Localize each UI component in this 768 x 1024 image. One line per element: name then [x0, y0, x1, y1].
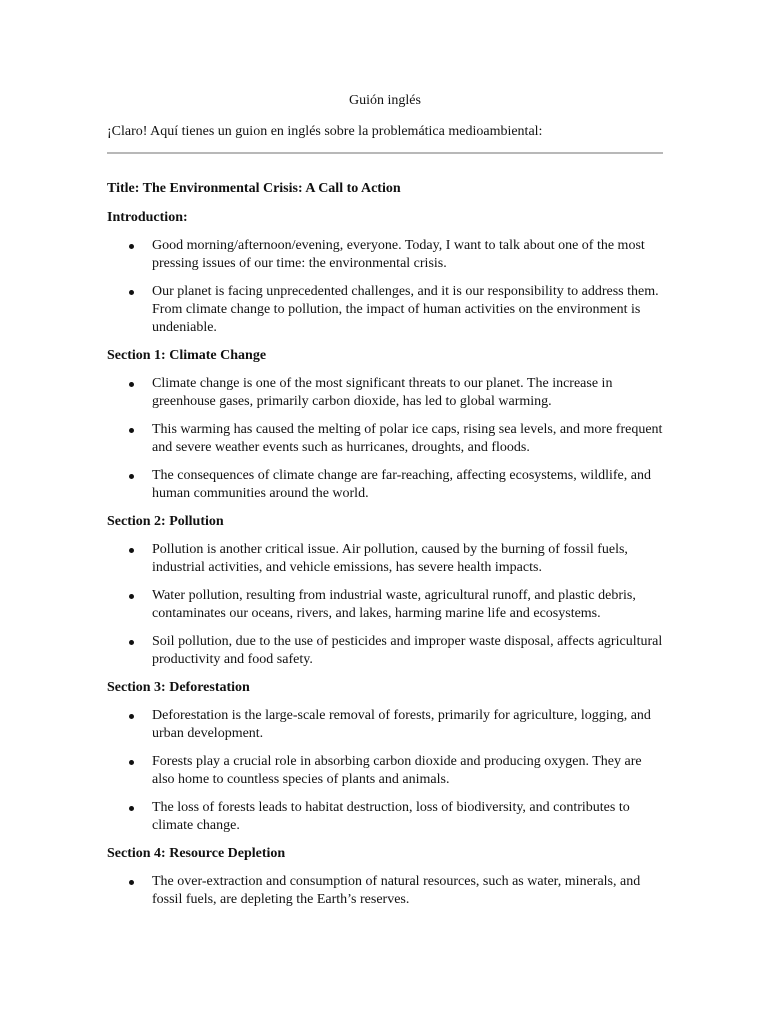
list-item-text: Deforestation is the large-scale removal of forests, primarily for agriculture, logging, and urban development.	[152, 708, 651, 741]
section-heading: Section 3: Deforestation	[107, 680, 250, 695]
bullet-list	[107, 873, 663, 909]
section-introduction	[107, 209, 663, 337]
list-item	[107, 873, 663, 909]
list-item-text: Forests play a crucial role in absorbing carbon dioxide and producing oxygen. They are also home to countless species of plants and animals.	[152, 754, 642, 787]
list-item	[107, 237, 663, 273]
list-item-text: This warming has caused the melting of polar ice caps, rising sea levels, and more frequent and severe weather events such as hurricanes, droughts, and floods.	[152, 422, 663, 455]
bullet-icon	[129, 880, 134, 885]
bullet-icon	[129, 640, 134, 645]
horizontal-rule	[107, 152, 663, 154]
section-heading: Section 1: Climate Change	[107, 348, 267, 363]
list-item	[107, 707, 663, 743]
bullet-list	[107, 541, 663, 669]
section-heading: Section 4: Resource Depletion	[107, 846, 286, 861]
bullet-list	[107, 375, 663, 503]
bullet-icon	[129, 760, 134, 765]
list-item	[107, 753, 663, 789]
bullet-icon	[129, 594, 134, 599]
bullet-list	[107, 237, 663, 337]
section-climate-change	[107, 347, 663, 503]
bullet-icon	[129, 290, 134, 295]
section-heading: Introduction:	[107, 210, 188, 225]
list-item	[107, 283, 663, 337]
bullet-icon	[129, 714, 134, 719]
bullet-icon	[129, 474, 134, 479]
list-item-text: The consequences of climate change are far-reaching, affecting ecosystems, wildlife, and human communities around the world.	[152, 468, 651, 501]
bullet-icon	[129, 244, 134, 249]
list-item	[107, 421, 663, 457]
list-item	[107, 633, 663, 669]
bullet-icon	[129, 548, 134, 553]
list-item-text: Water pollution, resulting from industrial waste, agricultural runoff, and plastic debris, contaminates our oceans, rivers, and lakes, harming marine life and ecosystems.	[152, 588, 636, 621]
list-item	[107, 799, 663, 835]
bullet-icon	[129, 428, 134, 433]
list-item-text: The loss of forests leads to habitat destruction, loss of biodiversity, and contributes to climate change.	[152, 800, 630, 833]
bullet-icon	[129, 806, 134, 811]
section-pollution	[107, 513, 663, 669]
list-item-text: Climate change is one of the most significant threats to our planet. The increase in greenhouse gases, primarily carbon dioxide, has led to global warming.	[152, 376, 613, 409]
section-deforestation	[107, 679, 663, 835]
section-resource-depletion	[107, 845, 663, 909]
list-item-text: Pollution is another critical issue. Air pollution, caused by the burning of fossil fuels, industrial activities, and vehicle emissions, has severe health impacts.	[152, 542, 628, 575]
list-item-text: Soil pollution, due to the use of pesticides and improper waste disposal, affects agricultural productivity and food safety.	[152, 634, 663, 667]
list-item-text: Our planet is facing unprecedented challenges, and it is our responsibility to address them. From climate change to pollution, the impact of human activities on the environment is undeniable.	[152, 284, 659, 335]
intro-line: ¡Claro! Aquí tienes un guion en inglés sobre la problemática medioambiental:	[107, 124, 543, 139]
bullet-list	[107, 707, 663, 835]
document-title: Guión inglés	[349, 93, 421, 108]
list-item	[107, 375, 663, 411]
list-item	[107, 587, 663, 623]
section-heading: Section 2: Pollution	[107, 514, 224, 529]
bullet-icon	[129, 382, 134, 387]
list-item	[107, 541, 663, 577]
document-page	[107, 92, 663, 909]
list-item	[107, 467, 663, 503]
speech-title: Title: The Environmental Crisis: A Call to Action	[107, 181, 401, 196]
list-item-text: The over-extraction and consumption of natural resources, such as water, minerals, and fossil fuels, are depleting the Earth’s reserves.	[152, 874, 641, 907]
list-item-text: Good morning/afternoon/evening, everyone. Today, I want to talk about one of the most pressing issues of our time: the environmental crisis.	[152, 238, 645, 271]
